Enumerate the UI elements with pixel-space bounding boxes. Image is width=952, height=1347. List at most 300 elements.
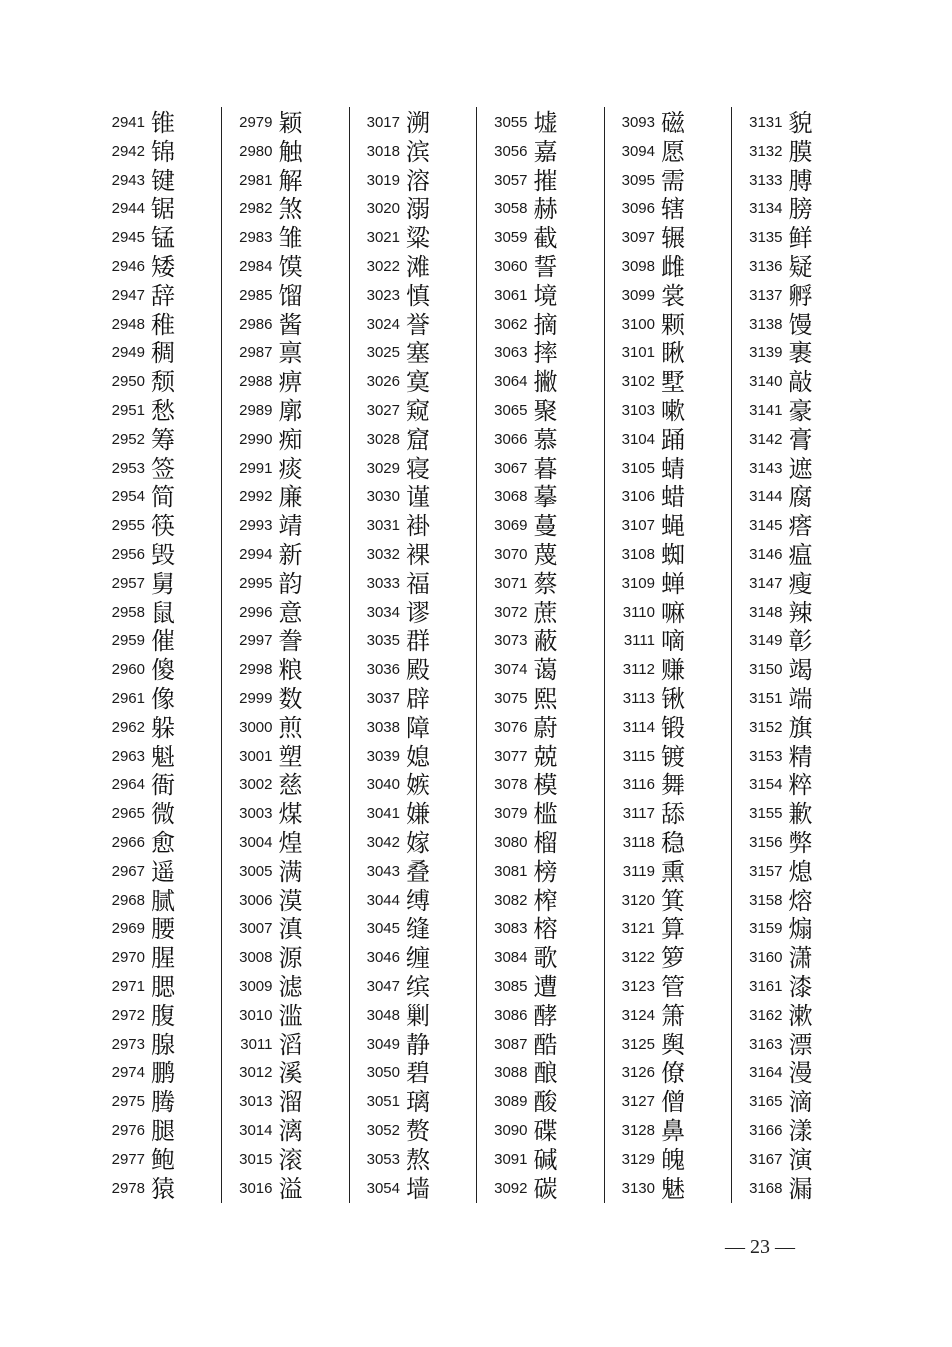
list-item xyxy=(350,800,472,828)
entry-number: 3121 xyxy=(621,920,655,938)
list-item xyxy=(223,1088,345,1116)
entry-number: 3103 xyxy=(621,402,655,419)
list-item xyxy=(733,426,855,454)
entry-number: 3072 xyxy=(494,603,528,621)
list-item xyxy=(478,627,600,655)
list-item xyxy=(350,512,472,540)
entry-number: 3016 xyxy=(239,1179,273,1197)
list-item xyxy=(350,627,472,655)
entry-number: 2965 xyxy=(111,805,145,823)
list-item xyxy=(223,1175,345,1203)
entry-number: 3085 xyxy=(494,978,528,995)
entry-character: 蔼 xyxy=(533,656,558,685)
list-item xyxy=(605,224,727,252)
entry-number: 2984 xyxy=(239,258,273,275)
entry-character: 赫 xyxy=(533,195,558,224)
list-item xyxy=(733,195,855,223)
entry-number: 3020 xyxy=(366,200,400,218)
entry-number: 3009 xyxy=(239,978,273,995)
entry-character: 滤 xyxy=(278,973,303,1001)
entry-character: 瘩 xyxy=(788,512,813,541)
entry-character: 微 xyxy=(151,800,175,829)
list-item xyxy=(350,253,472,281)
list-item xyxy=(605,541,727,569)
entry-character: 辞 xyxy=(151,281,175,310)
entry-number: 3005 xyxy=(239,862,273,880)
list-item xyxy=(350,656,472,684)
entry-number: 3154 xyxy=(749,776,783,794)
entry-character: 模 xyxy=(533,771,558,800)
entry-character: 箕 xyxy=(661,886,685,915)
entry-number: 2975 xyxy=(111,1093,145,1111)
entry-character: 聚 xyxy=(533,397,558,425)
entry-character: 缚 xyxy=(406,886,430,915)
entry-character: 魁 xyxy=(151,742,175,771)
entry-character: 漂 xyxy=(788,1030,813,1059)
entry-number: 3008 xyxy=(239,949,273,967)
entry-number: 3060 xyxy=(494,258,528,275)
entry-number: 3078 xyxy=(494,776,528,794)
entry-character: 箩 xyxy=(661,944,685,973)
entry-number: 3068 xyxy=(494,488,528,506)
entry-number: 3142 xyxy=(749,430,783,448)
list-item xyxy=(478,483,600,511)
entry-number: 3066 xyxy=(494,430,528,448)
list-item xyxy=(733,224,855,252)
entry-number: 3116 xyxy=(622,776,655,794)
entry-number: 2957 xyxy=(111,574,145,592)
entry-character: 酷 xyxy=(533,1030,558,1059)
list-item xyxy=(223,829,345,857)
entry-character: 颗 xyxy=(661,310,685,339)
entry-character: 嘀 xyxy=(661,627,685,656)
list-item xyxy=(223,512,345,540)
list-item xyxy=(350,1117,472,1145)
entry-number: 3102 xyxy=(621,373,655,391)
list-item xyxy=(605,483,727,511)
entry-number: 3113 xyxy=(622,690,655,707)
list-item xyxy=(605,512,727,540)
list-item xyxy=(733,685,855,713)
entry-number: 2953 xyxy=(111,459,145,477)
entry-character: 歌 xyxy=(533,944,558,973)
entry-character: 嘛 xyxy=(661,598,685,627)
entry-number: 3036 xyxy=(366,661,400,679)
entry-number: 3056 xyxy=(494,142,528,160)
entry-number: 3091 xyxy=(494,1150,528,1168)
list-item xyxy=(350,282,472,310)
list-item xyxy=(478,1117,600,1145)
entry-number: 2941 xyxy=(111,114,145,131)
entry-number: 3013 xyxy=(239,1093,273,1111)
list-item xyxy=(605,368,727,396)
entry-character: 窥 xyxy=(406,397,430,425)
entry-number: 2960 xyxy=(111,661,145,679)
list-item xyxy=(350,224,472,252)
entry-number: 3089 xyxy=(494,1093,528,1111)
list-item xyxy=(733,887,855,915)
entry-number: 3047 xyxy=(366,978,400,995)
entry-character: 蔗 xyxy=(533,598,558,627)
entry-number: 3135 xyxy=(749,229,783,247)
entry-character: 溶 xyxy=(406,166,430,195)
entry-character: 腐 xyxy=(788,483,813,512)
list-item xyxy=(733,282,855,310)
list-item xyxy=(95,915,217,943)
entry-number: 3149 xyxy=(749,632,783,650)
entry-character: 鹏 xyxy=(151,1059,175,1088)
list-item xyxy=(95,944,217,972)
list-item xyxy=(95,282,217,310)
entry-number: 3000 xyxy=(239,718,273,736)
list-item xyxy=(733,1002,855,1030)
entry-number: 3022 xyxy=(366,258,400,275)
list-item xyxy=(223,541,345,569)
entry-number: 3092 xyxy=(494,1179,528,1197)
entry-character: 漏 xyxy=(788,1174,813,1203)
entry-character: 酵 xyxy=(533,1001,558,1030)
entry-character: 境 xyxy=(533,281,558,310)
entry-number: 3110 xyxy=(622,603,655,621)
entry-number: 3046 xyxy=(366,949,400,967)
entry-character: 溜 xyxy=(278,1088,303,1117)
entry-number: 3076 xyxy=(494,718,528,736)
list-item xyxy=(605,397,727,425)
entry-character: 稠 xyxy=(151,339,175,368)
entry-character: 意 xyxy=(278,598,303,627)
entry-number: 3150 xyxy=(749,661,783,679)
entry-number: 3146 xyxy=(749,546,783,563)
entry-number: 3028 xyxy=(366,430,400,448)
entry-number: 3114 xyxy=(622,718,655,736)
list-item xyxy=(605,743,727,771)
entry-character: 鲜 xyxy=(788,224,813,253)
entry-number: 2997 xyxy=(239,632,273,650)
entry-number: 3125 xyxy=(621,1035,655,1053)
list-item xyxy=(350,973,472,1001)
list-item xyxy=(95,829,217,857)
entry-character: 镀 xyxy=(661,742,685,771)
list-item xyxy=(95,224,217,252)
list-item xyxy=(223,167,345,195)
entry-number: 3079 xyxy=(494,805,528,823)
list-item xyxy=(605,1031,727,1059)
table-column xyxy=(95,107,222,1203)
entry-number: 3077 xyxy=(494,747,528,765)
list-item xyxy=(350,570,472,598)
entry-number: 3137 xyxy=(749,286,783,304)
entry-number: 3144 xyxy=(749,488,783,506)
list-item xyxy=(478,138,600,166)
entry-number: 3017 xyxy=(366,114,400,131)
list-item xyxy=(605,685,727,713)
entry-character: 签 xyxy=(151,454,175,483)
list-item xyxy=(223,397,345,425)
entry-character: 缤 xyxy=(406,973,430,1001)
list-item xyxy=(95,1146,217,1174)
list-item xyxy=(733,1175,855,1203)
entry-number: 2977 xyxy=(111,1150,145,1168)
entry-number: 2982 xyxy=(239,200,273,218)
entry-character: 慎 xyxy=(406,281,430,310)
entry-character: 键 xyxy=(151,166,175,195)
list-item xyxy=(223,973,345,1001)
list-item xyxy=(478,282,600,310)
entry-character: 演 xyxy=(788,1145,813,1174)
entry-character: 榨 xyxy=(533,886,558,915)
list-item xyxy=(350,685,472,713)
entry-character: 寞 xyxy=(406,368,430,397)
entry-number: 3134 xyxy=(749,200,783,218)
list-item xyxy=(478,541,600,569)
list-item xyxy=(350,829,472,857)
entry-character: 雌 xyxy=(661,253,685,281)
entry-number: 2959 xyxy=(111,632,145,650)
list-item xyxy=(605,1002,727,1030)
entry-character: 嫌 xyxy=(406,800,430,829)
entry-number: 3131 xyxy=(749,114,783,131)
entry-character: 磁 xyxy=(661,109,685,137)
entry-character: 馒 xyxy=(788,310,813,339)
list-item xyxy=(350,368,472,396)
entry-number: 3039 xyxy=(366,747,400,765)
entry-character: 塞 xyxy=(406,339,430,368)
entry-character: 蔓 xyxy=(533,512,558,541)
entry-character: 誓 xyxy=(533,253,558,281)
list-item xyxy=(733,599,855,627)
entry-number: 3111 xyxy=(623,632,655,650)
entry-number: 2964 xyxy=(111,776,145,794)
entry-character: 瘦 xyxy=(788,569,813,598)
entry-number: 3166 xyxy=(749,1122,783,1139)
entry-number: 3112 xyxy=(622,661,655,679)
list-item xyxy=(95,426,217,454)
entry-character: 摧 xyxy=(533,166,558,195)
list-item xyxy=(95,109,217,137)
list-item xyxy=(223,627,345,655)
entry-character: 碳 xyxy=(533,1174,558,1203)
entry-character: 剿 xyxy=(406,1001,430,1030)
list-item xyxy=(733,455,855,483)
entry-number: 2979 xyxy=(239,114,273,131)
entry-number: 2980 xyxy=(239,142,273,160)
list-item xyxy=(478,195,600,223)
entry-character: 粹 xyxy=(788,771,813,800)
entry-number: 3051 xyxy=(366,1093,400,1111)
list-item xyxy=(733,829,855,857)
list-item xyxy=(223,685,345,713)
entry-character: 酿 xyxy=(533,1059,558,1088)
entry-number: 3041 xyxy=(366,805,400,823)
entry-character: 蝉 xyxy=(661,569,685,598)
entry-character: 孵 xyxy=(788,281,813,310)
entry-number: 2992 xyxy=(239,488,273,506)
list-item xyxy=(733,771,855,799)
list-item xyxy=(95,570,217,598)
entry-character: 嫉 xyxy=(406,771,430,800)
entry-number: 2970 xyxy=(111,949,145,967)
entry-number: 3004 xyxy=(239,834,273,851)
entry-number: 3126 xyxy=(621,1064,655,1082)
entry-character: 漫 xyxy=(788,1059,813,1088)
list-item xyxy=(733,109,855,137)
entry-number: 3099 xyxy=(621,286,655,304)
entry-character: 粮 xyxy=(278,656,303,685)
entry-number: 3075 xyxy=(494,690,528,707)
entry-number: 3098 xyxy=(621,258,655,275)
list-item xyxy=(95,656,217,684)
entry-character: 溺 xyxy=(406,195,430,224)
entry-number: 3159 xyxy=(749,920,783,938)
entry-character: 颓 xyxy=(151,368,175,397)
list-item xyxy=(478,224,600,252)
entry-character: 简 xyxy=(151,483,175,512)
list-item xyxy=(223,339,345,367)
entry-character: 算 xyxy=(661,915,685,944)
list-item xyxy=(350,426,472,454)
entry-number: 3096 xyxy=(621,200,655,218)
list-item xyxy=(223,714,345,742)
list-item xyxy=(733,1031,855,1059)
page-number: — 23 — xyxy=(725,1236,795,1258)
entry-number: 3141 xyxy=(749,402,783,419)
entry-number: 3109 xyxy=(621,574,655,592)
list-item xyxy=(350,167,472,195)
list-item xyxy=(733,512,855,540)
entry-number: 3148 xyxy=(749,603,783,621)
entry-character: 矮 xyxy=(151,253,175,281)
entry-number: 3104 xyxy=(621,430,655,448)
entry-number: 2969 xyxy=(111,920,145,938)
entry-number: 2946 xyxy=(111,258,145,275)
list-item xyxy=(605,109,727,137)
list-item xyxy=(350,1146,472,1174)
entry-number: 2968 xyxy=(111,891,145,909)
entry-character: 稚 xyxy=(151,310,175,339)
entry-number: 3007 xyxy=(239,920,273,938)
list-item xyxy=(605,599,727,627)
list-item xyxy=(733,656,855,684)
entry-character: 嫁 xyxy=(406,829,430,857)
entry-character: 蔽 xyxy=(533,627,558,656)
entry-character: 馍 xyxy=(278,253,303,281)
list-item xyxy=(733,1088,855,1116)
entry-character: 静 xyxy=(406,1030,430,1059)
list-item xyxy=(223,800,345,828)
list-item xyxy=(478,311,600,339)
entry-number: 3045 xyxy=(366,920,400,938)
list-item xyxy=(95,771,217,799)
list-item xyxy=(223,138,345,166)
entry-character: 遭 xyxy=(533,973,558,1001)
entry-number: 3049 xyxy=(366,1035,400,1053)
entry-number: 3101 xyxy=(621,344,655,362)
list-item xyxy=(605,858,727,886)
entry-character: 兢 xyxy=(533,742,558,771)
list-item xyxy=(95,714,217,742)
entry-character: 端 xyxy=(788,685,813,713)
entry-character: 璃 xyxy=(406,1088,430,1117)
list-item xyxy=(605,944,727,972)
entry-number: 3029 xyxy=(366,459,400,477)
entry-character: 敲 xyxy=(788,368,813,397)
list-item xyxy=(478,1146,600,1174)
entry-number: 3124 xyxy=(621,1006,655,1024)
entry-character: 禀 xyxy=(278,339,303,368)
entry-character: 锻 xyxy=(661,713,685,742)
entry-number: 2985 xyxy=(239,286,273,304)
entry-character: 誊 xyxy=(278,627,303,656)
entry-character: 毁 xyxy=(151,541,175,569)
entry-number: 3083 xyxy=(494,920,528,938)
list-item xyxy=(95,800,217,828)
entry-character: 窟 xyxy=(406,425,430,454)
entry-character: 廉 xyxy=(278,483,303,512)
entry-character: 蜘 xyxy=(661,541,685,569)
entry-character: 熬 xyxy=(406,1145,430,1174)
list-item xyxy=(95,397,217,425)
list-item xyxy=(478,397,600,425)
list-item xyxy=(605,656,727,684)
entry-character: 慈 xyxy=(278,771,303,800)
list-item xyxy=(223,887,345,915)
entry-character: 膀 xyxy=(788,195,813,224)
list-item xyxy=(733,167,855,195)
entry-character: 催 xyxy=(151,627,175,656)
entry-character: 竭 xyxy=(788,656,813,685)
entry-character: 熔 xyxy=(788,886,813,915)
entry-character: 疑 xyxy=(788,253,813,281)
entry-character: 数 xyxy=(278,685,303,713)
list-item xyxy=(605,800,727,828)
list-item xyxy=(733,1117,855,1145)
entry-character: 魄 xyxy=(661,1145,685,1174)
entry-number: 3012 xyxy=(239,1064,273,1082)
entry-number: 3140 xyxy=(749,373,783,391)
list-item xyxy=(478,714,600,742)
entry-number: 3100 xyxy=(621,315,655,333)
list-item xyxy=(605,311,727,339)
entry-number: 3048 xyxy=(366,1006,400,1024)
entry-character: 叠 xyxy=(406,857,430,886)
entry-number: 3033 xyxy=(366,574,400,592)
entry-number: 3164 xyxy=(749,1064,783,1082)
list-item xyxy=(95,627,217,655)
list-item xyxy=(350,138,472,166)
entry-character: 滴 xyxy=(788,1088,813,1117)
entry-character: 需 xyxy=(661,166,685,195)
entry-number: 3043 xyxy=(366,862,400,880)
entry-number: 2943 xyxy=(111,171,145,189)
entry-number: 3147 xyxy=(749,574,783,592)
entry-character: 筹 xyxy=(151,425,175,454)
list-item xyxy=(223,483,345,511)
entry-character: 碱 xyxy=(533,1145,558,1174)
entry-number: 2974 xyxy=(111,1064,145,1082)
entry-character: 鲍 xyxy=(151,1145,175,1174)
entry-number: 3162 xyxy=(749,1006,783,1024)
entry-number: 3038 xyxy=(366,718,400,736)
entry-character: 韵 xyxy=(278,569,303,598)
entry-character: 僧 xyxy=(661,1088,685,1117)
entry-character: 躲 xyxy=(151,713,175,742)
entry-character: 膏 xyxy=(788,425,813,454)
entry-number: 3095 xyxy=(621,171,655,189)
list-item xyxy=(350,714,472,742)
list-item xyxy=(350,339,472,367)
entry-number: 3001 xyxy=(239,747,273,765)
entry-character: 鼻 xyxy=(661,1117,685,1145)
